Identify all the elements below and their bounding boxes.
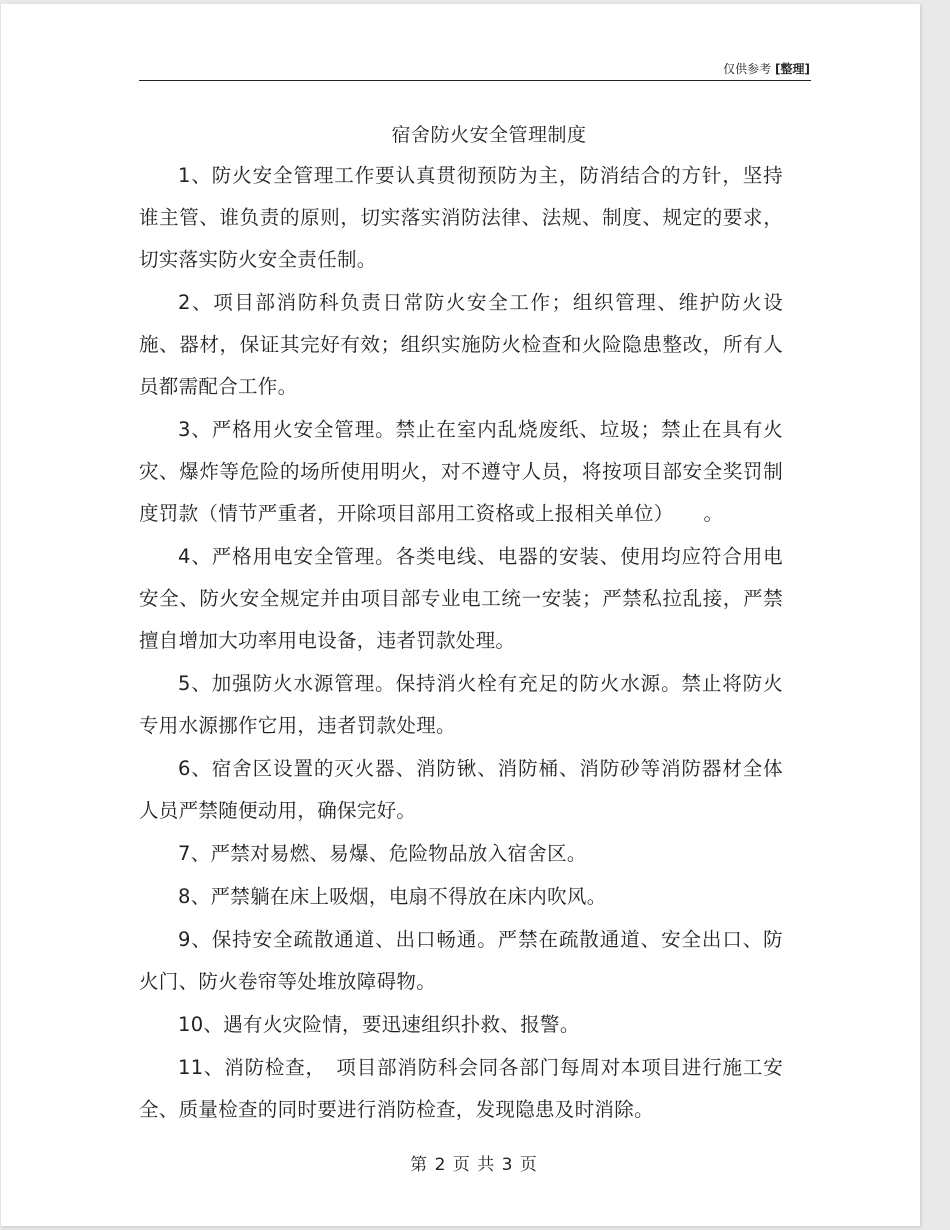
header-rule [139,80,811,81]
paragraph-5: 5、加强防火水源管理。保持消火栓有充足的防火水源。禁止将防火专用水源挪作它用，违者罚款处理。 [139,672,783,737]
paragraph-2: 2、项目部消防科负责日常防火安全工作；组织管理、维护防火设施、器材，保证其完好有效；组织实施防火检查和火险隐患整改，所有人员都需配合工作。 [139,291,783,398]
paragraph-6: 6、宿舍区设置的灭火器、消防锹、消防桶、消防砂等消防器材全体人员严禁随便动用，确保完好。 [139,757,783,822]
header-note [723,60,810,77]
paragraph-4: 4、严格用电安全管理。各类电线、电器的安装、使用均应符合用电安全、防火安全规定并由项目部专业电工统一安装；严禁私拉乱接，严禁擅自增加大功率用电设备，违者罚款处理。 [139,545,783,652]
document-title: 宿舍防火安全管理制度 [391,124,587,146]
paragraph-1: 1、防火安全管理工作要认真贯彻预防为主，防消结合的方针，坚持谁主管、谁负责的原则，切实落实消防法律、法规、制度、规定的要求，切实落实防火安全责任制。 [139,164,783,271]
document-body [139,155,783,1132]
header-note-text: 仅供参考 [723,62,772,76]
page-footer: 第 2 页 共 3 页 [410,1155,537,1175]
document-page [1,4,920,1226]
paragraph-11: 11、消防检查， 项目部消防科会同各部门每周对本项目进行施工安全、质量检查的同时要进行消防检查，发现隐患及时消除。 [139,1056,783,1121]
paragraph-7: 7、严禁对易燃、易爆、危险物品放入宿舍区。 [178,842,587,865]
paragraph-3: 3、严格用火安全管理。禁止在室内乱烧废纸、垃圾；禁止在具有火灾、爆炸等危险的场所使用明火，对不遵守人员，将按项目部安全奖罚制度罚款（情节严重者，开除项目部用工资格或上报相关单位） 。 [139,418,783,525]
header-note-bracket: [整理] [775,62,810,76]
paragraph-8: 8、严禁躺在床上吸烟，电扇不得放在床内吹风。 [178,885,607,908]
paragraph-9: 9、保持安全疏散通道、出口畅通。严禁在疏散通道、安全出口、防火门、防火卷帘等处堆放障碍物。 [139,928,783,993]
paragraph-10: 10、遇有火灾险情，要迅速组织扑救、报警。 [178,1013,580,1036]
